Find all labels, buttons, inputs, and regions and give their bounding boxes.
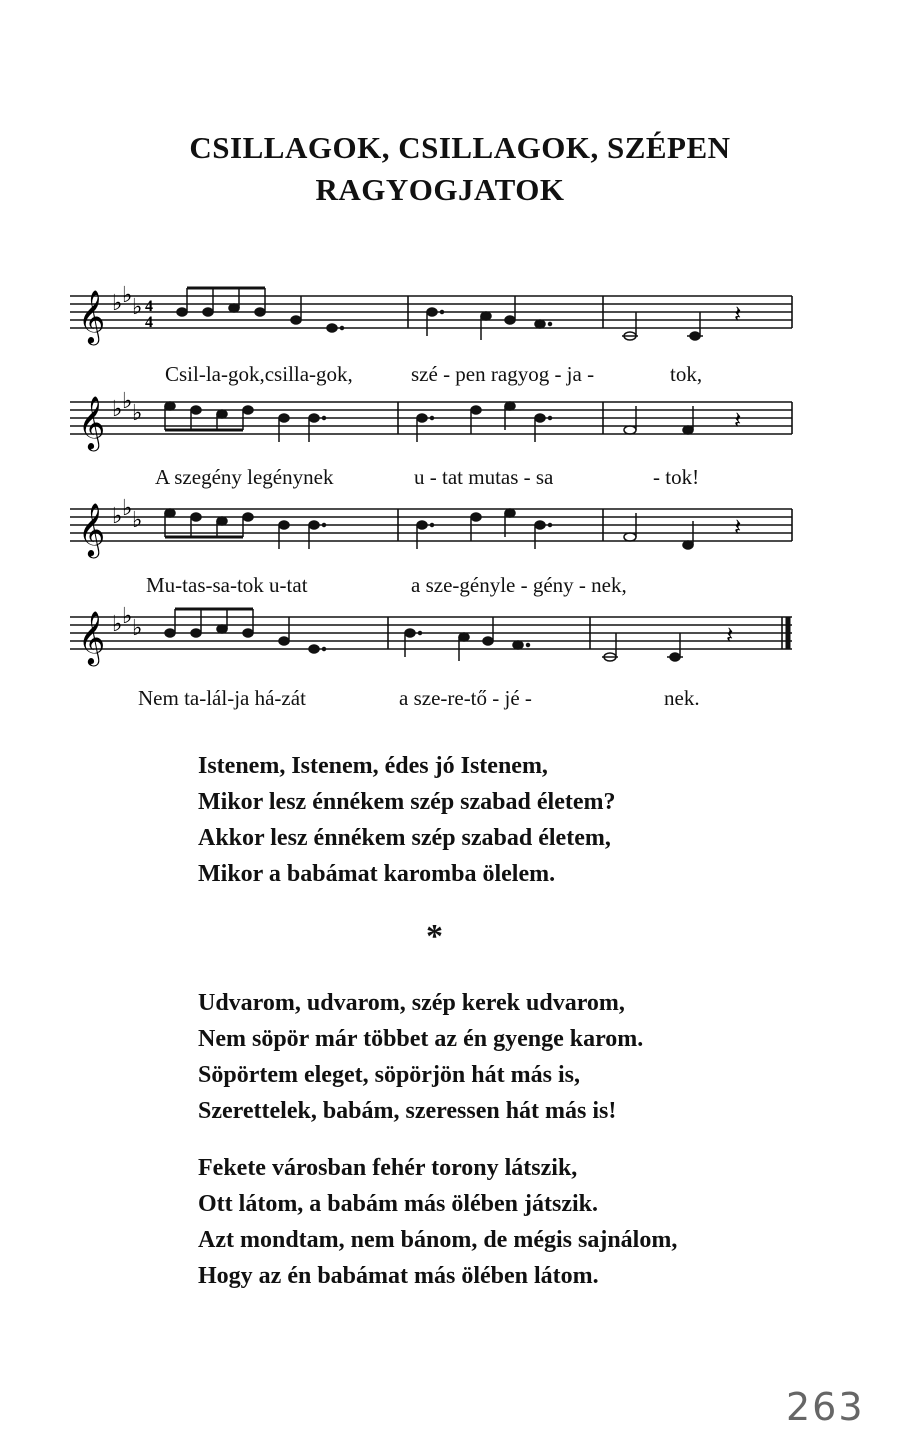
stanza-line: Mikor a babámat karomba ölelem. (198, 861, 556, 887)
svg-text:♭: ♭ (112, 397, 123, 422)
svg-text:♭: ♭ (132, 616, 143, 641)
svg-text:♭: ♭ (122, 283, 133, 308)
svg-text:♭: ♭ (112, 504, 123, 529)
stanza-line: Udvarom, udvarom, szép kerek udvarom, (198, 990, 625, 1016)
staff-notation-2 (70, 388, 800, 458)
lyrics-line-1-part-3: tok, (670, 362, 703, 386)
stanza-line: Istenem, Istenem, édes jó Istenem, (198, 753, 548, 779)
svg-text:𝄞: 𝄞 (78, 289, 106, 343)
stanza-line: Mikor lesz énnékem szép szabad életem? (198, 789, 616, 815)
stanza-line: Akkor lesz énnékem szép szabad életem, (198, 825, 611, 851)
svg-text:♭: ♭ (132, 508, 143, 533)
svg-text:𝄽: 𝄽 (734, 513, 742, 541)
staff-notation-4 (70, 603, 800, 673)
stanza-3 (198, 1150, 677, 1294)
stanza-line: Hogy az én babámat más ölében látom. (198, 1263, 599, 1289)
stanza-1 (198, 748, 615, 892)
stanza-line: Szerettelek, babám, szeressen hát más is! (198, 1098, 617, 1124)
lyrics-line-1-part-2: szé - pen ragyog - ja - (411, 362, 595, 386)
song-title-line-1: CSILLAGOK, CSILLAGOK, SZÉPEN (189, 130, 731, 165)
svg-text:♭: ♭ (112, 291, 123, 316)
stanza-line: Nem söpör már többet az én gyenge karom. (198, 1026, 644, 1052)
svg-text:𝄽: 𝄽 (726, 621, 734, 649)
song-title-line-2: RAGYOGJATOK (315, 172, 565, 207)
lyrics-line-4-part-3: nek. (664, 686, 700, 710)
svg-text:♭: ♭ (132, 401, 143, 426)
svg-text:𝄞: 𝄞 (78, 502, 106, 556)
svg-text:♭: ♭ (132, 295, 143, 320)
lyrics-line-2-part-3: - tok! (653, 465, 700, 489)
lyrics-line-3-part-1: Mu-tas-sa-tok u-tat (146, 573, 308, 597)
svg-text:♭: ♭ (122, 389, 133, 414)
svg-text:𝄽: 𝄽 (734, 406, 742, 434)
page-number: 263 (786, 1385, 865, 1429)
staff-notation-3 (70, 495, 800, 565)
svg-text:♭: ♭ (122, 496, 133, 521)
stanza-line: Fekete városban fehér torony látszik, (198, 1155, 578, 1181)
music-staff-1 (70, 282, 800, 352)
stanza-line: Azt mondtam, nem bánom, de mégis sajnálom, (198, 1227, 678, 1253)
music-staff-3 (70, 495, 800, 565)
music-staff-2 (70, 388, 800, 458)
stanza-line: Söpörtem eleget, söpörjön hát más is, (198, 1062, 580, 1088)
svg-text:♭: ♭ (112, 612, 123, 637)
stanza-line: Ott látom, a babám más ölében játszik. (198, 1191, 598, 1217)
svg-text:𝄞: 𝄞 (78, 610, 106, 664)
staff-notation-1 (70, 282, 800, 352)
section-separator: * (426, 918, 443, 955)
lyrics-line-3-part-2: a sze-génylе - gény - nek, (411, 573, 627, 597)
svg-text:♭: ♭ (122, 604, 133, 629)
lyrics-line-2-part-1: A szegény legénynek (155, 465, 334, 489)
svg-text:4: 4 (145, 314, 153, 331)
stanza-2 (198, 985, 643, 1129)
music-staff-4 (70, 603, 800, 673)
svg-text:𝄞: 𝄞 (78, 395, 106, 449)
lyrics-line-1-part-1: Csil-la-gok,csilla-gok, (165, 362, 353, 386)
lyrics-line-4-part-1: Nem ta-lál-ja há-zát (138, 686, 306, 710)
lyrics-line-2-part-2: u - tat mutas - sa (414, 465, 554, 489)
lyrics-line-4-part-2: a sze-re-tő - jé - (399, 686, 532, 710)
svg-text:𝄽: 𝄽 (734, 300, 742, 328)
svg-text:4: 4 (145, 298, 153, 315)
